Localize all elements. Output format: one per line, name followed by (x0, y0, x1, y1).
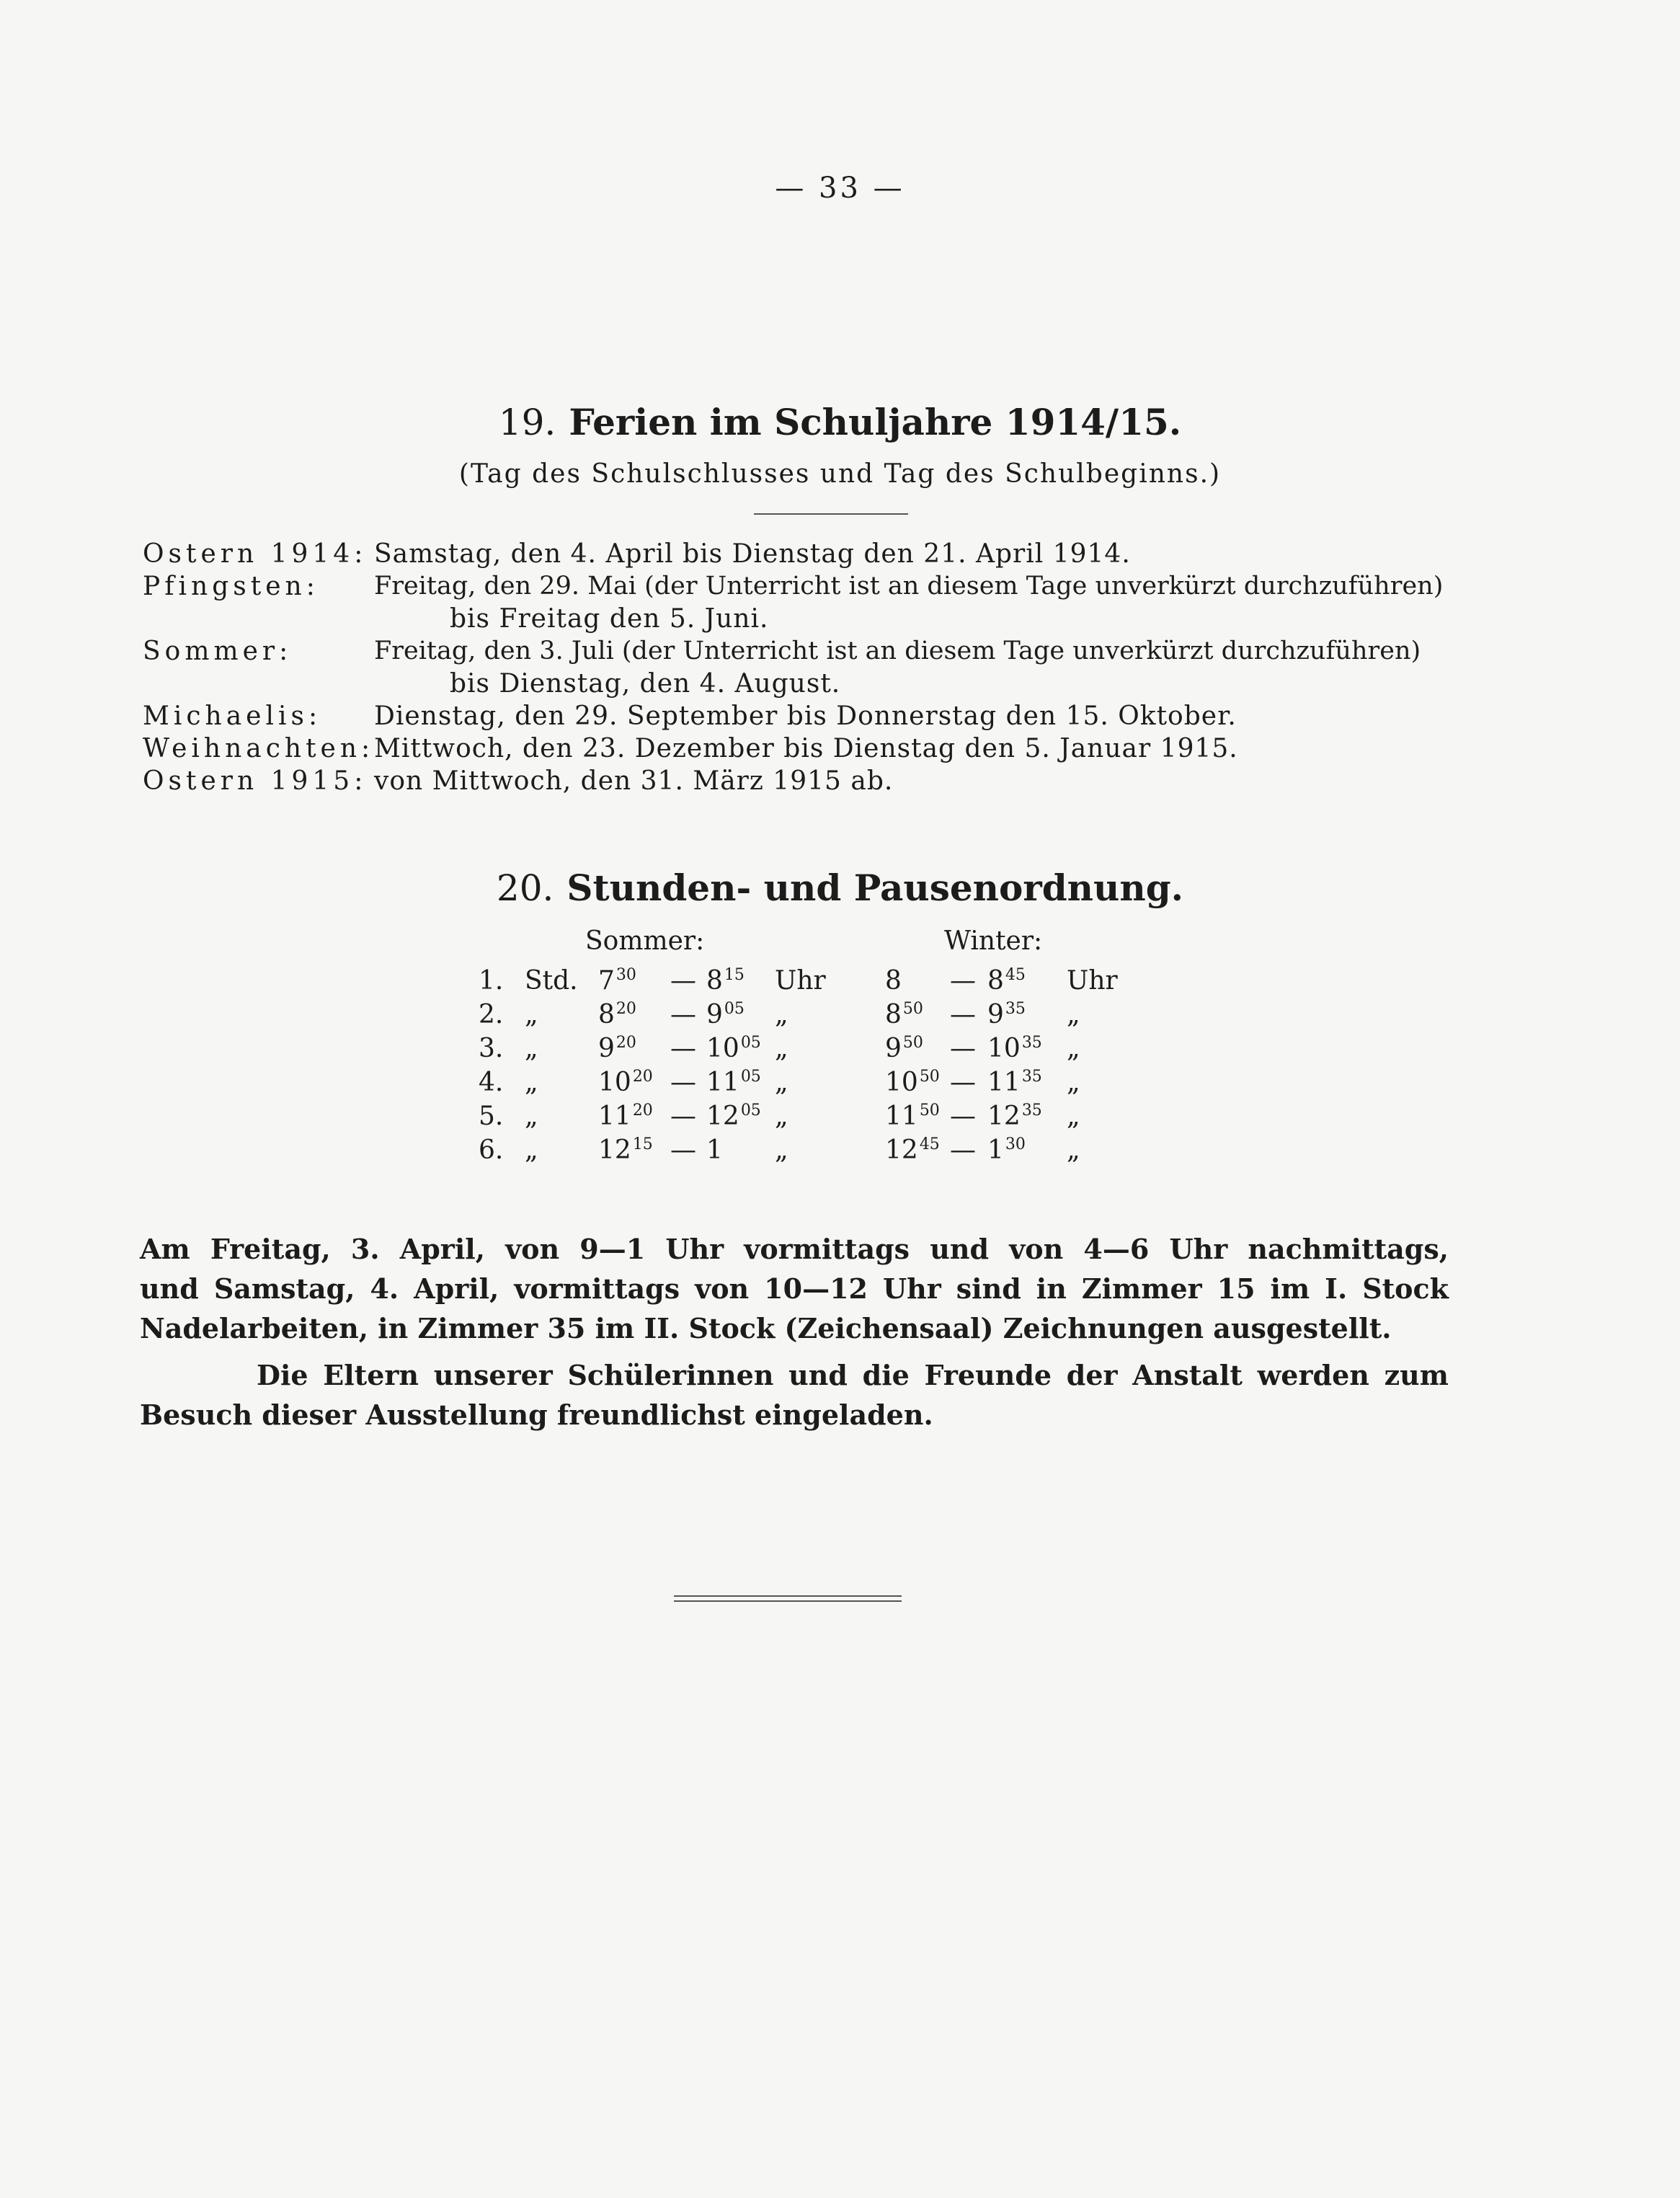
winter-start-value: 9 (885, 1034, 902, 1063)
winter-start-value: 8 (885, 1000, 902, 1029)
summer-unit (775, 1034, 788, 1063)
summer-dash-value: — (670, 1068, 696, 1097)
winter-dash-value: — (950, 966, 976, 996)
summer-start (598, 966, 636, 996)
summer-start (598, 1068, 653, 1097)
summer-start-value: 10 (598, 1068, 631, 1097)
holiday-text: von Mittwoch, den 31. März 1915 ab. (374, 766, 894, 796)
summer-start-minutes: 20 (615, 1034, 636, 1052)
notice-line: Am Freitag, 3. April, von 9—1 Uhr vormittags und von 4—6 Uhr nachmittags, (140, 1233, 1449, 1265)
winter-end-minutes: 35 (1005, 1000, 1026, 1018)
summer-start (598, 1135, 653, 1165)
holiday-label: Weihnachten: (143, 734, 375, 763)
period-number (479, 966, 503, 996)
summer-start-minutes: 20 (615, 1000, 636, 1018)
summer-start (598, 1000, 636, 1029)
holiday-text: Mittwoch, den 23. Dezember bis Dienstag den 5. Januar 1915. (374, 734, 1238, 763)
period-number (479, 1068, 503, 1097)
period-number-value: 4. (479, 1068, 504, 1097)
winter-dash-value: — (950, 1034, 976, 1063)
period-number (479, 1135, 503, 1165)
end-rule (674, 1600, 902, 1602)
section-19-number: 19. (498, 402, 556, 443)
winter-end-minutes: 35 (1021, 1102, 1042, 1120)
holiday-text: Samstag, den 4. April bis Dienstag den 21. April 1914. (374, 539, 1131, 569)
winter-end-value: 8 (987, 966, 1004, 996)
summer-start-value: 12 (598, 1135, 631, 1165)
summer-dash (670, 1102, 696, 1131)
winter-dash (950, 1034, 976, 1063)
winter-dash-value: — (950, 1135, 976, 1165)
winter-dash-value: — (950, 1000, 976, 1029)
winter-end-value: 9 (987, 1000, 1004, 1029)
winter-end (987, 1034, 1042, 1063)
winter-end-value: 11 (987, 1068, 1021, 1097)
winter-unit (1067, 1068, 1080, 1097)
section-19-heading (0, 401, 1680, 443)
section-20-number: 20. (496, 867, 554, 909)
winter-end (987, 1135, 1026, 1165)
summer-end-minutes: 05 (740, 1102, 761, 1120)
period-number-value: 2. (479, 1000, 504, 1029)
summer-dash (670, 1034, 696, 1063)
summer-dash (670, 1068, 696, 1097)
summer-start-value: 8 (598, 1000, 615, 1029)
summer-dash-value: — (670, 1102, 696, 1131)
summer-dash-value: — (670, 1000, 696, 1029)
winter-start-value: 8 (885, 966, 902, 996)
summer-end-value: 9 (706, 1000, 723, 1029)
summer-start-minutes: 20 (632, 1102, 653, 1120)
summer-unit (775, 966, 826, 996)
period-label-value: „ (525, 1135, 538, 1165)
summer-end-minutes: 15 (724, 966, 745, 984)
period-number-value: 3. (479, 1034, 504, 1063)
sommer-header: Sommer: (585, 926, 705, 956)
period-label-value: „ (525, 1102, 538, 1131)
winter-start-minutes: 50 (919, 1068, 940, 1086)
period-number-value: 5. (479, 1102, 504, 1131)
holiday-label: Ostern 1915: (143, 766, 368, 796)
summer-unit (775, 1102, 788, 1131)
winter-start-minutes: 50 (919, 1102, 940, 1120)
winter-start-minutes: 50 (902, 1034, 923, 1052)
period-number (479, 1102, 503, 1131)
summer-dash (670, 966, 696, 996)
end-rule (674, 1595, 902, 1597)
summer-unit-value: „ (775, 1102, 788, 1131)
winter-end (987, 1102, 1042, 1131)
summer-unit-value: „ (775, 1068, 788, 1097)
summer-end-value: 11 (706, 1068, 739, 1097)
period-number (479, 1000, 503, 1029)
summer-end (706, 1102, 761, 1131)
winter-unit-value: Uhr (1067, 966, 1118, 996)
summer-end-value: 12 (706, 1102, 739, 1131)
notice-line: Besuch dieser Ausstellung freundlichst eingeladen. (140, 1399, 933, 1431)
winter-unit (1067, 966, 1118, 996)
summer-unit-value: „ (775, 1000, 788, 1029)
summer-end (706, 966, 745, 996)
summer-unit (775, 1068, 788, 1097)
winter-end-minutes: 35 (1021, 1068, 1042, 1086)
holiday-label: Michaelis: (143, 701, 322, 731)
holiday-text-cont: bis Dienstag, den 4. August. (450, 669, 841, 699)
summer-unit-value: Uhr (775, 966, 826, 996)
winter-dash (950, 966, 976, 996)
summer-end (706, 1068, 761, 1097)
winter-end-minutes: 35 (1021, 1034, 1042, 1052)
holiday-text: Freitag, den 29. Mai (der Unterricht ist an diesem Tage unverkürzt durchzuführen) (374, 572, 1444, 601)
summer-end (706, 1000, 745, 1029)
section-20-heading (0, 867, 1680, 909)
summer-start-minutes: 20 (632, 1068, 653, 1086)
winter-dash (950, 1000, 976, 1029)
summer-end-value: 10 (706, 1034, 739, 1063)
summer-start-value: 9 (598, 1034, 615, 1063)
winter-end (987, 1000, 1026, 1029)
summer-start-value: 11 (598, 1102, 631, 1131)
notice-line: und Samstag, 4. April, vormittags von 10—12 Uhr sind in Zimmer 15 im I. Stock (140, 1272, 1449, 1305)
winter-start-value: 10 (885, 1068, 918, 1097)
period-label-value: „ (525, 1068, 538, 1097)
winter-start (885, 1102, 940, 1131)
period-number-value: 1. (479, 966, 504, 996)
winter-start (885, 1000, 923, 1029)
summer-end-minutes: 05 (740, 1034, 761, 1052)
summer-dash (670, 1000, 696, 1029)
winter-unit-value: „ (1067, 1135, 1080, 1165)
winter-start-minutes: 45 (919, 1135, 940, 1153)
winter-end-minutes: 30 (1005, 1135, 1026, 1153)
winter-unit-value: „ (1067, 1034, 1080, 1063)
summer-end-minutes: 05 (724, 1000, 745, 1018)
summer-start-value: 7 (598, 966, 615, 996)
winter-start (885, 1068, 940, 1097)
summer-end-value: 1 (706, 1135, 723, 1165)
holiday-text-cont: bis Freitag den 5. Juni. (450, 604, 769, 634)
summer-dash-value: — (670, 1135, 696, 1165)
summer-end-minutes: 05 (740, 1068, 761, 1086)
period-number (479, 1034, 503, 1063)
period-label (525, 1000, 538, 1029)
holiday-label: Sommer: (143, 637, 293, 666)
holiday-text: Freitag, den 3. Juli (der Unterricht ist an diesem Tage unverkürzt durchzuführen) (374, 637, 1421, 665)
winter-end-value: 1 (987, 1135, 1004, 1165)
winter-start (885, 1135, 940, 1165)
period-label (525, 1068, 538, 1097)
summer-start-minutes: 15 (632, 1135, 653, 1153)
summer-dash (670, 1135, 696, 1165)
period-label (525, 1034, 538, 1063)
winter-unit (1067, 1034, 1080, 1063)
winter-unit (1067, 1102, 1080, 1131)
period-label (525, 1135, 538, 1165)
notice-line: Die Eltern unserer Schülerinnen und die Freunde der Anstalt werden zum (257, 1359, 1449, 1391)
holiday-label: Pfingsten: (143, 572, 319, 601)
winter-end (987, 1068, 1042, 1097)
period-number-value: 6. (479, 1135, 504, 1165)
winter-start (885, 966, 902, 996)
summer-end (706, 1135, 723, 1165)
summer-dash-value: — (670, 1034, 696, 1063)
summer-start (598, 1034, 636, 1063)
period-label-value: „ (525, 1034, 538, 1063)
section-19-subtitle: (Tag des Schulschlusses und Tag des Schulbeginns.) (458, 459, 1222, 489)
summer-start (598, 1102, 653, 1131)
holiday-label: Ostern 1914: (143, 539, 368, 569)
winter-end-value: 10 (987, 1034, 1021, 1063)
period-label (525, 966, 578, 996)
winter-unit-value: „ (1067, 1068, 1080, 1097)
winter-dash-value: — (950, 1102, 976, 1131)
winter-start-value: 12 (885, 1135, 918, 1165)
winter-start-minutes: 50 (902, 1000, 923, 1018)
winter-header: Winter: (944, 926, 1043, 956)
winter-dash (950, 1068, 976, 1097)
divider (754, 513, 908, 515)
winter-unit (1067, 1000, 1080, 1029)
winter-start-value: 11 (885, 1102, 918, 1131)
winter-end-minutes: 45 (1005, 966, 1026, 984)
period-label-value: „ (525, 1000, 538, 1029)
summer-unit (775, 1000, 788, 1029)
page-number: — 33 — (775, 172, 905, 205)
winter-end (987, 966, 1026, 996)
notice-line: Nadelarbeiten, in Zimmer 35 im II. Stock (Zeichensaal) Zeichnungen ausgestellt. (140, 1312, 1392, 1344)
winter-start (885, 1034, 923, 1063)
summer-end-value: 8 (706, 966, 723, 996)
section-19-title: Ferien im Schuljahre 1914/15. (569, 401, 1182, 443)
winter-dash (950, 1102, 976, 1131)
winter-unit-value: „ (1067, 1102, 1080, 1131)
winter-dash-value: — (950, 1068, 976, 1097)
summer-unit-value: „ (775, 1034, 788, 1063)
period-label (525, 1102, 538, 1131)
period-label-value: Std. (525, 966, 578, 996)
winter-dash (950, 1135, 976, 1165)
summer-dash-value: — (670, 966, 696, 996)
holiday-text: Dienstag, den 29. September bis Donnerstag den 15. Oktober. (374, 701, 1237, 731)
winter-end-value: 12 (987, 1102, 1021, 1131)
summer-start-minutes: 30 (615, 966, 636, 984)
section-20-title: Stunden- und Pausenordnung. (566, 867, 1184, 909)
summer-unit-value: „ (775, 1135, 788, 1165)
summer-end (706, 1034, 761, 1063)
summer-unit (775, 1135, 788, 1165)
winter-unit (1067, 1135, 1080, 1165)
winter-unit-value: „ (1067, 1000, 1080, 1029)
